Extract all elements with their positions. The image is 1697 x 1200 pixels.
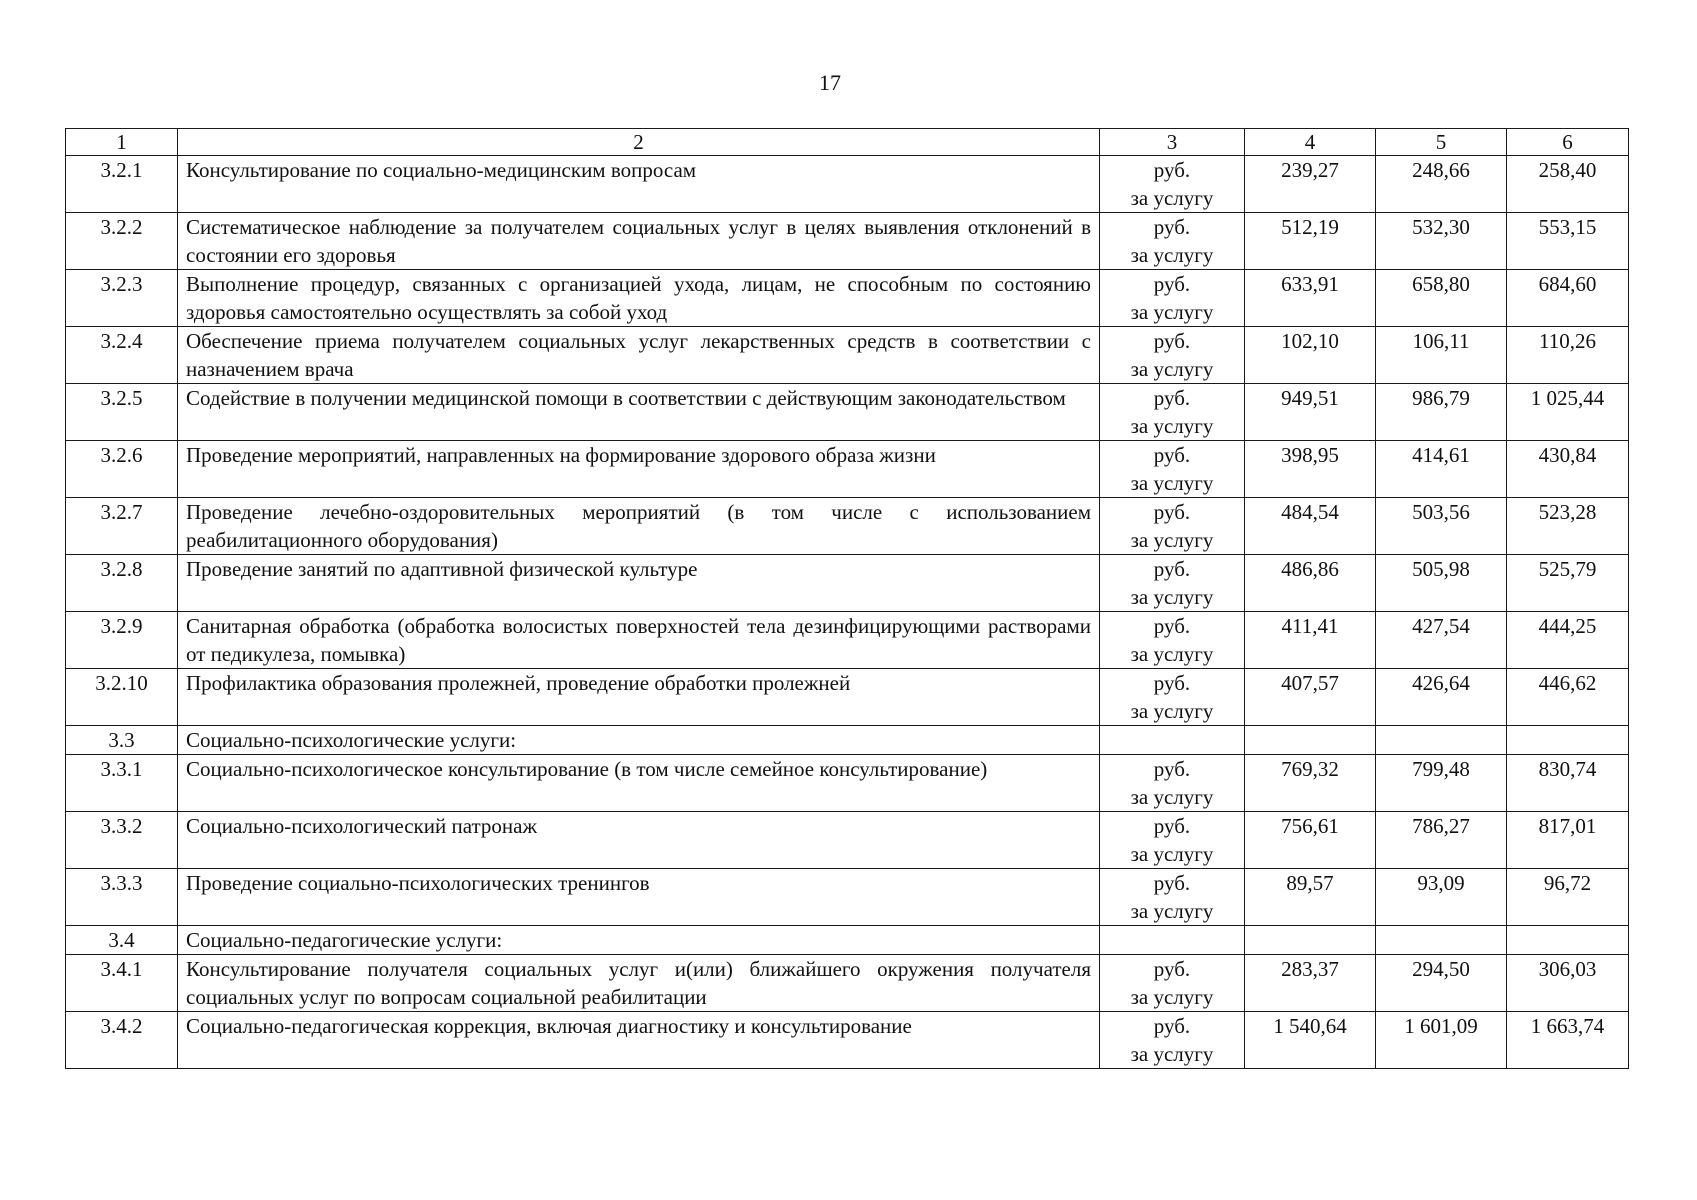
column-header-4: 4 — [1245, 129, 1376, 156]
unit-line-2: за услугу — [1130, 842, 1214, 866]
price-col-6: 684,60 — [1507, 270, 1629, 327]
unit-line-2: за услугу — [1130, 585, 1214, 609]
price-col-4: 239,27 — [1245, 156, 1376, 213]
price-col-6: 306,03 — [1507, 955, 1629, 1012]
service-code: 3.2.2 — [66, 213, 178, 270]
service-name: Выполнение процедур, связанных с организацией ухода, лицам, не способным по состоянию здоровья самостоятельно осуществлять за собой уход — [178, 270, 1100, 327]
service-name: Обеспечение приема получателем социальных услуг лекарственных средств в соответствии с назначением врача — [178, 327, 1100, 384]
price-col-4: 949,51 — [1245, 384, 1376, 441]
price-col-4: 411,41 — [1245, 612, 1376, 669]
unit-cell — [1100, 441, 1245, 498]
unit-line-2: за услугу — [1130, 642, 1214, 666]
service-code: 3.2.6 — [66, 441, 178, 498]
price-col-5: 505,98 — [1376, 555, 1507, 612]
service-name: Санитарная обработка (обработка волосистых поверхностей тела дезинфицирующими растворами от педикулеза, помывка) — [178, 612, 1100, 669]
service-code: 3.3 — [66, 726, 178, 755]
service-name: Проведение мероприятий, направленных на формирование здорового образа жизни — [178, 441, 1100, 498]
service-code: 3.2.10 — [66, 669, 178, 726]
unit-cell — [1100, 612, 1245, 669]
unit-line-2: за услугу — [1130, 300, 1214, 324]
unit-line-1: руб. — [1153, 957, 1191, 981]
price-col-4: 484,54 — [1245, 498, 1376, 555]
price-col-4 — [1245, 726, 1376, 755]
service-name: Проведение социально-психологических тренингов — [178, 869, 1100, 926]
service-name: Проведение лечебно-оздоровительных мероприятий (в том числе с использованием реабилитационного оборудования) — [178, 498, 1100, 555]
price-col-4: 89,57 — [1245, 869, 1376, 926]
unit-line-1: руб. — [1153, 443, 1191, 467]
service-code: 3.2.4 — [66, 327, 178, 384]
price-col-5: 106,11 — [1376, 327, 1507, 384]
column-header-1: 1 — [66, 129, 178, 156]
unit-line-1: руб. — [1153, 614, 1191, 638]
price-col-4: 398,95 — [1245, 441, 1376, 498]
price-col-5: 93,09 — [1376, 869, 1507, 926]
price-col-5: 658,80 — [1376, 270, 1507, 327]
price-col-6: 446,62 — [1507, 669, 1629, 726]
unit-line-2: за услугу — [1130, 186, 1214, 210]
table-row — [66, 755, 1629, 812]
unit-line-2: за услугу — [1130, 699, 1214, 723]
service-code: 3.2.5 — [66, 384, 178, 441]
table-row — [66, 498, 1629, 555]
unit-cell — [1100, 270, 1245, 327]
unit-cell — [1100, 156, 1245, 213]
price-col-6: 1 025,44 — [1507, 384, 1629, 441]
service-name: Профилактика образования пролежней, проведение обработки пролежней — [178, 669, 1100, 726]
service-code: 3.3.2 — [66, 812, 178, 869]
table-row — [66, 327, 1629, 384]
unit-line-1: руб. — [1153, 329, 1191, 353]
price-col-5: 1 601,09 — [1376, 1012, 1507, 1069]
unit-line-2: за услугу — [1130, 414, 1214, 438]
price-col-4: 407,57 — [1245, 669, 1376, 726]
price-col-4: 102,10 — [1245, 327, 1376, 384]
unit-line-1: руб. — [1153, 272, 1191, 296]
price-col-6: 258,40 — [1507, 156, 1629, 213]
unit-cell — [1100, 955, 1245, 1012]
service-code: 3.3.3 — [66, 869, 178, 926]
price-col-5 — [1376, 726, 1507, 755]
price-col-5: 532,30 — [1376, 213, 1507, 270]
service-code: 3.2.3 — [66, 270, 178, 327]
service-code: 3.4.1 — [66, 955, 178, 1012]
price-col-5: 503,56 — [1376, 498, 1507, 555]
unit-line-2: за услугу — [1130, 899, 1214, 923]
page-number: 17 — [819, 70, 841, 95]
price-col-5: 294,50 — [1376, 955, 1507, 1012]
service-name: Проведение занятий по адаптивной физической культуре — [178, 555, 1100, 612]
table-row — [66, 270, 1629, 327]
unit-cell — [1100, 869, 1245, 926]
table-row — [66, 1012, 1629, 1069]
price-col-6: 525,79 — [1507, 555, 1629, 612]
price-col-6: 1 663,74 — [1507, 1012, 1629, 1069]
price-col-6: 444,25 — [1507, 612, 1629, 669]
unit-cell — [1100, 1012, 1245, 1069]
unit-line-1: руб. — [1153, 500, 1191, 524]
unit-line-2: за услугу — [1130, 471, 1214, 495]
unit-line-1: руб. — [1153, 1014, 1191, 1038]
unit-cell — [1100, 755, 1245, 812]
table-row — [66, 869, 1629, 926]
unit-line-1: руб. — [1153, 671, 1191, 695]
unit-cell — [1100, 498, 1245, 555]
service-code: 3.4 — [66, 926, 178, 955]
price-col-5 — [1376, 926, 1507, 955]
price-col-5: 799,48 — [1376, 755, 1507, 812]
service-code: 3.4.2 — [66, 1012, 178, 1069]
price-col-6: 110,26 — [1507, 327, 1629, 384]
unit-cell — [1100, 812, 1245, 869]
price-col-5: 414,61 — [1376, 441, 1507, 498]
price-col-4 — [1245, 926, 1376, 955]
service-name: Систематическое наблюдение за получателем социальных услуг в целях выявления отклонений в состоянии его здоровья — [178, 213, 1100, 270]
table-row — [66, 955, 1629, 1012]
table-header — [66, 129, 1629, 156]
service-code: 3.3.1 — [66, 755, 178, 812]
service-name: Консультирование по социально-медицинским вопросам — [178, 156, 1100, 213]
unit-line-2: за услугу — [1130, 1042, 1214, 1066]
price-col-6: 553,15 — [1507, 213, 1629, 270]
price-col-4: 756,61 — [1245, 812, 1376, 869]
table-body — [66, 156, 1629, 1069]
table-row — [66, 812, 1629, 869]
unit-cell — [1100, 327, 1245, 384]
service-name: Социально-психологические услуги: — [178, 726, 1100, 755]
price-col-4: 512,19 — [1245, 213, 1376, 270]
price-col-5: 786,27 — [1376, 812, 1507, 869]
section-row — [66, 726, 1629, 755]
unit-line-1: руб. — [1153, 871, 1191, 895]
unit-cell — [1100, 926, 1245, 955]
price-col-6 — [1507, 726, 1629, 755]
service-name: Содействие в получении медицинской помощи в соответствии с действующим законодательством — [178, 384, 1100, 441]
price-col-6: 96,72 — [1507, 869, 1629, 926]
table-row — [66, 213, 1629, 270]
price-col-4: 1 540,64 — [1245, 1012, 1376, 1069]
section-row — [66, 926, 1629, 955]
unit-line-1: руб. — [1153, 557, 1191, 581]
table-row — [66, 441, 1629, 498]
price-col-5: 248,66 — [1376, 156, 1507, 213]
column-header-5: 5 — [1376, 129, 1507, 156]
price-col-6 — [1507, 926, 1629, 955]
service-name: Социально-педагогическая коррекция, включая диагностику и консультирование — [178, 1012, 1100, 1069]
price-col-4: 633,91 — [1245, 270, 1376, 327]
price-col-6: 430,84 — [1507, 441, 1629, 498]
price-col-4: 283,37 — [1245, 955, 1376, 1012]
unit-line-2: за услугу — [1130, 985, 1214, 1009]
service-code: 3.2.1 — [66, 156, 178, 213]
unit-line-2: за услугу — [1130, 785, 1214, 809]
service-code: 3.2.7 — [66, 498, 178, 555]
service-name: Консультирование получателя социальных услуг и(или) ближайшего окружения получателя социальных услуг по вопросам социальной реабилитации — [178, 955, 1100, 1012]
unit-cell — [1100, 555, 1245, 612]
unit-cell — [1100, 669, 1245, 726]
table-row — [66, 156, 1629, 213]
price-col-5: 427,54 — [1376, 612, 1507, 669]
service-code: 3.2.8 — [66, 555, 178, 612]
tariff-table — [65, 128, 1629, 1069]
service-code: 3.2.9 — [66, 612, 178, 669]
unit-cell — [1100, 384, 1245, 441]
price-col-4: 486,86 — [1245, 555, 1376, 612]
price-col-5: 986,79 — [1376, 384, 1507, 441]
table-row — [66, 384, 1629, 441]
column-header-2: 2 — [178, 129, 1100, 156]
service-name: Социально-психологический патронаж — [178, 812, 1100, 869]
price-col-4: 769,32 — [1245, 755, 1376, 812]
table-row — [66, 669, 1629, 726]
unit-line-2: за услугу — [1130, 528, 1214, 552]
unit-line-2: за услугу — [1130, 357, 1214, 381]
price-col-6: 817,01 — [1507, 812, 1629, 869]
unit-line-1: руб. — [1153, 386, 1191, 410]
unit-line-2: за услугу — [1130, 243, 1214, 267]
unit-line-1: руб. — [1153, 814, 1191, 838]
price-col-5: 426,64 — [1376, 669, 1507, 726]
service-name: Социально-педагогические услуги: — [178, 926, 1100, 955]
service-name: Социально-психологическое консультирование (в том числе семейное консультирование) — [178, 755, 1100, 812]
unit-line-1: руб. — [1153, 215, 1191, 239]
column-header-3: 3 — [1100, 129, 1245, 156]
unit-line-1: руб. — [1153, 158, 1191, 182]
unit-cell — [1100, 213, 1245, 270]
price-col-6: 523,28 — [1507, 498, 1629, 555]
unit-line-1: руб. — [1153, 757, 1191, 781]
unit-cell — [1100, 726, 1245, 755]
table-row — [66, 612, 1629, 669]
price-col-6: 830,74 — [1507, 755, 1629, 812]
column-header-6: 6 — [1507, 129, 1629, 156]
table-row — [66, 555, 1629, 612]
